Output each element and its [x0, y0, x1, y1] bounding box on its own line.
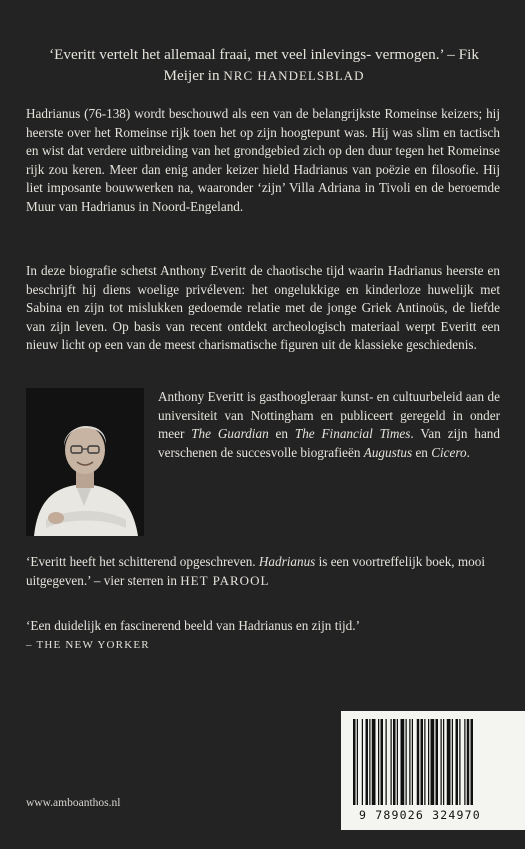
- book-augustus: Augustus: [363, 444, 413, 460]
- bio-text-1: Anthony Everitt is gasthoogleraar kunst- en cultuurbeleid aan de universiteit van Nottingham en publiceert geregeld in onder meer: [158, 389, 500, 442]
- quote2-text-1: ‘Everitt heeft het schitterend opgeschreven.: [26, 554, 259, 569]
- quote2-book-title: Hadrianus: [258, 554, 316, 569]
- bio-text-2: en: [268, 426, 295, 442]
- author-portrait-image: [26, 388, 144, 536]
- author-bio: [158, 388, 500, 462]
- isbn-barcode: [351, 719, 515, 807]
- top-quote-source: NRC HANDELSBLAD: [223, 68, 365, 83]
- book-cicero: Cicero: [431, 444, 467, 460]
- bio-text-5: .: [466, 444, 470, 460]
- quote3-text: ‘Een duidelijk en fascinerend beeld van Hadrianus en zijn tijd.’: [26, 618, 360, 633]
- quote2-source: HET PAROOL: [180, 572, 270, 588]
- bio-text-4: en: [412, 444, 432, 460]
- isbn-number: 9 789026 324970: [359, 808, 481, 822]
- barcode-label: [341, 711, 525, 830]
- publication-guardian: The Guardian: [191, 426, 269, 442]
- publisher-website[interactable]: www.amboanthos.nl: [26, 797, 121, 809]
- review-quote-new-yorker: [26, 617, 500, 654]
- top-review-quote: [44, 44, 484, 86]
- review-quote-parool: [26, 553, 500, 590]
- publication-financial-times: The Financial Times: [294, 426, 411, 442]
- description-paragraph-2: In deze biografie schetst Anthony Everitt de chaotische tijd waarin Hadrianus heerste en beschrijft hij diens woelige privéleven: het ongelukkige en kinderloze huwelijk met Sabina en zijn tot mislukken gedoemde relatie met de jonge Griek Antinoüs, de liefde van zijn leven. Op basis van recent ontdekt archeologisch materiaal werpt Everitt een nieuw licht op een van de meest charismatische figuren uit de klassieke geschiedenis.: [26, 263, 500, 353]
- top-quote-text: ‘Everitt vertelt het allemaal fraai, met veel inlevings- vermogen.’ – Fik Meijer in: [49, 46, 479, 84]
- quote3-attribution: – THE NEW YORKER: [26, 638, 150, 651]
- quote2-text-2: is een voortreffelijk boek, mooi uitgegeven.’ – vier sterren in: [26, 554, 485, 588]
- description-paragraph-1: Hadrianus (76-138) wordt beschouwd als een van de belangrijkste Romeinse keizers; hij heerste over het Romeinse rijk toen het op zijn hoogtepunt was. Hij was slim en tactisch en wist dat verdere uitbreiding van het grondgebied zich op den duur tegen het Romeinse rijk zou keren. Meer dan enig ander keizer hield Hadrianus van poëzie en filosofie. Hij liet imposante bouwwerken na, waaronder ‘zijn’ Villa Adriana in Tivoli en de beroemde Muur van Hadrianus in Noord-Engeland.: [26, 106, 500, 214]
- author-photo: [26, 388, 144, 536]
- bio-text-3: . Van zijn hand verschenen de succesvolle biografieën: [158, 426, 500, 460]
